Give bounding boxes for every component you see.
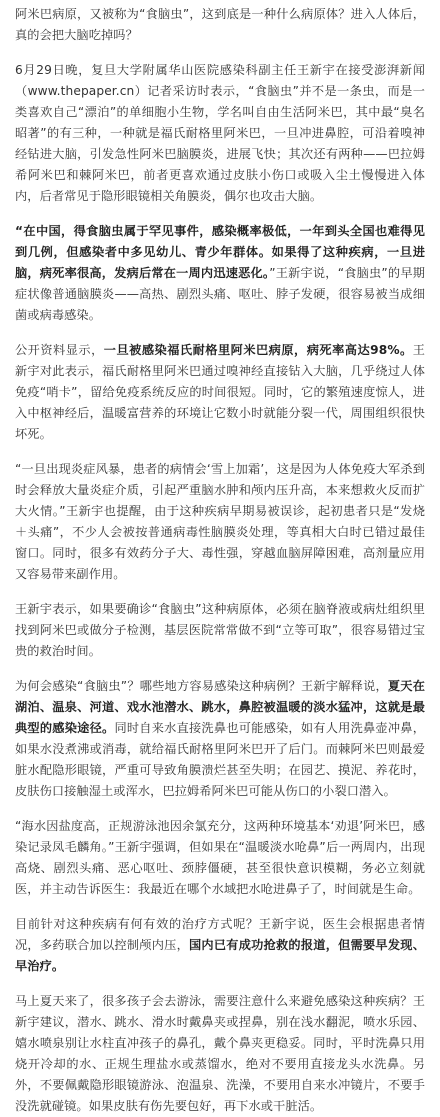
paragraph-2 — [15, 60, 425, 207]
bold-text-segment: 一旦被感染福氏耐格里阿米巴病原，病死率高达98%。 — [103, 343, 413, 357]
text-segment: ”王新宇说，“食脑虫”的早期症状像普通脑膜炎——高热、剧烈头痛、呕吐、脖子发硬，很容易被当成细菌或病毒感染。 — [15, 266, 426, 322]
paragraph-4 — [15, 340, 425, 445]
text-segment: 王新宇对此表示，福氏耐格里阿米巴通过嗅神经直接钻入大脑，几乎绕过人体免疫“哨卡”，留给免疫系统反应的时间很短。同时，它的繁殖速度惊人，进入中枢神经后，温暖富营养的环境让它数小时就能分裂一代，周围组织很快坏死。 — [15, 343, 426, 441]
text-segment: 公开资料显示， — [15, 343, 104, 357]
text-segment: 阿米巴病原，又被称为“食脑虫”，这到底是一种什么病原体？进入人体后，真的会把大脑吃掉吗？ — [15, 7, 425, 42]
text-segment: 王新宇表示，如果要确诊“食脑虫”这种病原体，必须在脑脊液或病灶组织里找到阿米巴或做分子检测，基层医院常常做不到“立等可取”，很容易错过宝贵的救治时间。 — [15, 602, 425, 658]
paragraph-10 — [15, 991, 425, 1117]
bold-text-segment: 国内已有成功抢救的报道，但需要早发现、早治疗。 — [15, 938, 425, 973]
text-segment: “海水因盐度高，正规游泳池因余氯充分，这两种环境基本‘劝退’阿米巴，感染记录凤毛麟角。 — [15, 819, 425, 854]
paragraph-7 — [15, 676, 425, 802]
text-segment: 马上夏天来了，很多孩子会去游泳，需要注意什么来避免感染这种疾病？王新宇建议，潜水、跳水、滑水时戴鼻夹或捏鼻，别在浅水翻泥，喷水乐园、嬉水喷泉别让水柱直冲孩子的鼻孔，戴个鼻夹更稳妥。同时，平时洗鼻只用烧开冷却的水、正规生理盐水或蒸馏水，绝对不要用直接龙头水洗鼻。另外，不要佩戴隐形眼镜游泳、泡温泉、洗澡，不要用自来水冲镜片，不要手没洗就碰镜。如果皮肤有伤先要包好，再下水或干脏活。 — [15, 994, 425, 1113]
text-segment: 同时自来水直接洗鼻也可能感染，如有人用洗鼻壶冲鼻，如果水没煮沸或消毒，就给福氏耐格里阿米巴开了后门。而棘阿米巴则最爱脏水配隐形眼镜，严重可导致角膜溃烂甚至失明；在园艺、摸泥、养花时，皮肤伤口接触湿土或浑水，巴拉姆希阿米巴可能从伤口的小裂口潜入。 — [15, 721, 425, 798]
paragraph-6 — [15, 599, 425, 662]
paragraph-1 — [15, 4, 425, 46]
bold-text-segment: 夏天在湖泊、温泉、河道、戏水池潜水、跳水，鼻腔被温暖的淡水猛冲，这就是最典型的感染途径。 — [15, 679, 425, 735]
text-segment: 为何会感染“食脑虫”？哪些地方容易感染这种病例？王新宇解释说， — [15, 679, 388, 693]
text-segment: “一旦出现炎症风暴，患者的病情会‘雪上加霜’，这是因为人体免疫大军杀到时会释放大量炎症介质，引起严重脑水肿和颅内压升高，本来想救火反而扩大火情。”王新宇也提醒，由于这种疾病早期易被误诊，起初患者只是“发烧＋头痛”，不少人会被按普通病毒性脑膜炎处理，等真相大白时已错过最佳窗口。同时，很多有效药分子大、毒性强，穿越血脑屏障困难，高剂量应用又容易带来副作用。 — [15, 462, 425, 581]
bold-text-segment: “在中国，得食脑虫属于罕见事件，感染概率极低，一年到头全国也难得见到几例，但感染者中多见幼儿、青少年群体。如果得了这种疾病，一旦进脑，病死率很高，发病后常在一周内迅速恶化。 — [15, 224, 425, 280]
paragraph-5 — [15, 459, 425, 585]
text-segment: ”王新宇强调，但如果在“温暖淡水呛鼻”后一两周内，出现高烧、剧烈头痛、恶心呕吐、颈脖僵硬，甚至很快意识模糊，务必立刻就医，并主动告诉医生：我最近在哪个水域把水呛进鼻子了，时间就是生命。 — [15, 840, 425, 896]
paragraph-8 — [15, 816, 425, 900]
paragraph-9 — [15, 914, 425, 977]
text-segment: 6月29日晚，复旦大学附属华山医院感染科副主任王新宇在接受澎湃新闻（www.thepaper.cn）记者采访时表示，“食脑虫”并不是一条虫，而是一类喜欢自己“漂泊”的单细胞小生物，学名叫自由生活阿米巴，其中最“臭名昭著”的有三种，一种就是福氏耐格里阿米巴，一旦冲进鼻腔，可沿着嗅神经钻进大脑，引发急性阿米巴脑膜炎，进展飞快；其次还有两种——巴拉姆希阿米巴和棘阿米巴，前者更喜欢通过皮肤小伤口或吸入尘土慢慢进入体内，后者常见于隐形眼镜相关角膜炎，偶尔也攻击大脑。 — [15, 63, 425, 203]
text-segment: 目前针对这种疾病有何有效的治疗方式呢？王新宇说，医生会根据患者情况，多药联合加以控制颅内压， — [15, 917, 425, 952]
paragraph-3 — [15, 221, 425, 326]
